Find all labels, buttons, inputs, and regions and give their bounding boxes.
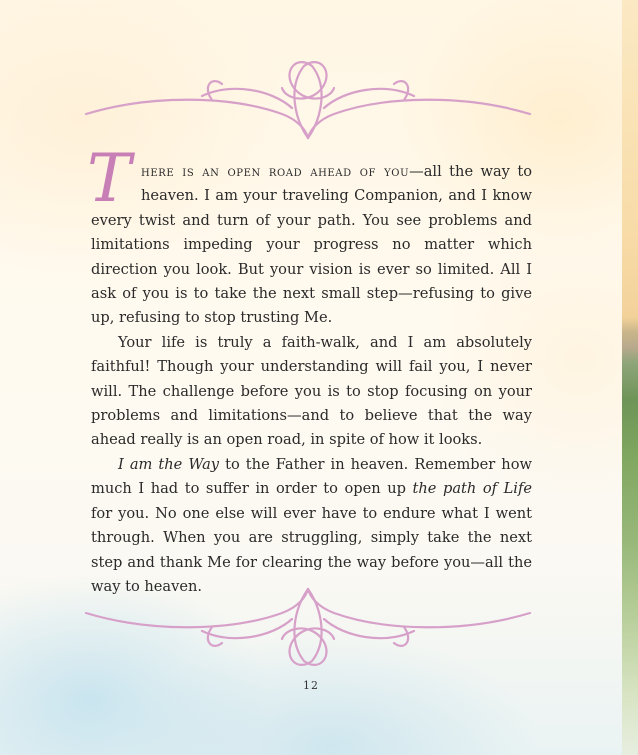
page-number: 12 (303, 679, 319, 692)
paragraph-2: Your life is truly a faith-walk, and I am absolutely faithful! Though your understanding will fail you, I never will. The challenge before you is to stop focusing on your problems and limitations—and to believe that the way ahead really is an open road, in spite of how it looks. (91, 333, 532, 449)
opening-small-caps: here is an open road ahead of you (141, 163, 410, 180)
paragraph-1 (87, 140, 532, 331)
paragraph-3-text-a: to the Father in heaven. Remember how much I had to suffer in order to open up (91, 455, 532, 498)
emphasis-i-am-the-way: I am the Way (118, 455, 220, 473)
ornament-top-flourish (82, 56, 534, 152)
drop-cap: T (87, 140, 132, 217)
paragraph-1-text: —all the way to heaven. I am your traveling Companion, and I know every twist and turn of your path. You see problems and limitations impeding your progress no matter which direction you look. But your vision is ever so limited. All I ask of you is to take the next small step—refusing to give up, refusing to stop trusting Me. (91, 163, 532, 327)
ornament-bottom-flourish (82, 575, 534, 671)
paragraph-3-text-b: for you. No one else will ever have to endure what I went through. When you are struggling, simply take the next step and thank Me for clearing the way before you—all the way to heaven. (91, 504, 532, 595)
adjacent-page-photo-edge (622, 0, 638, 755)
emphasis-path-of-life: the path of Life (412, 480, 532, 498)
devotional-text (87, 140, 532, 599)
